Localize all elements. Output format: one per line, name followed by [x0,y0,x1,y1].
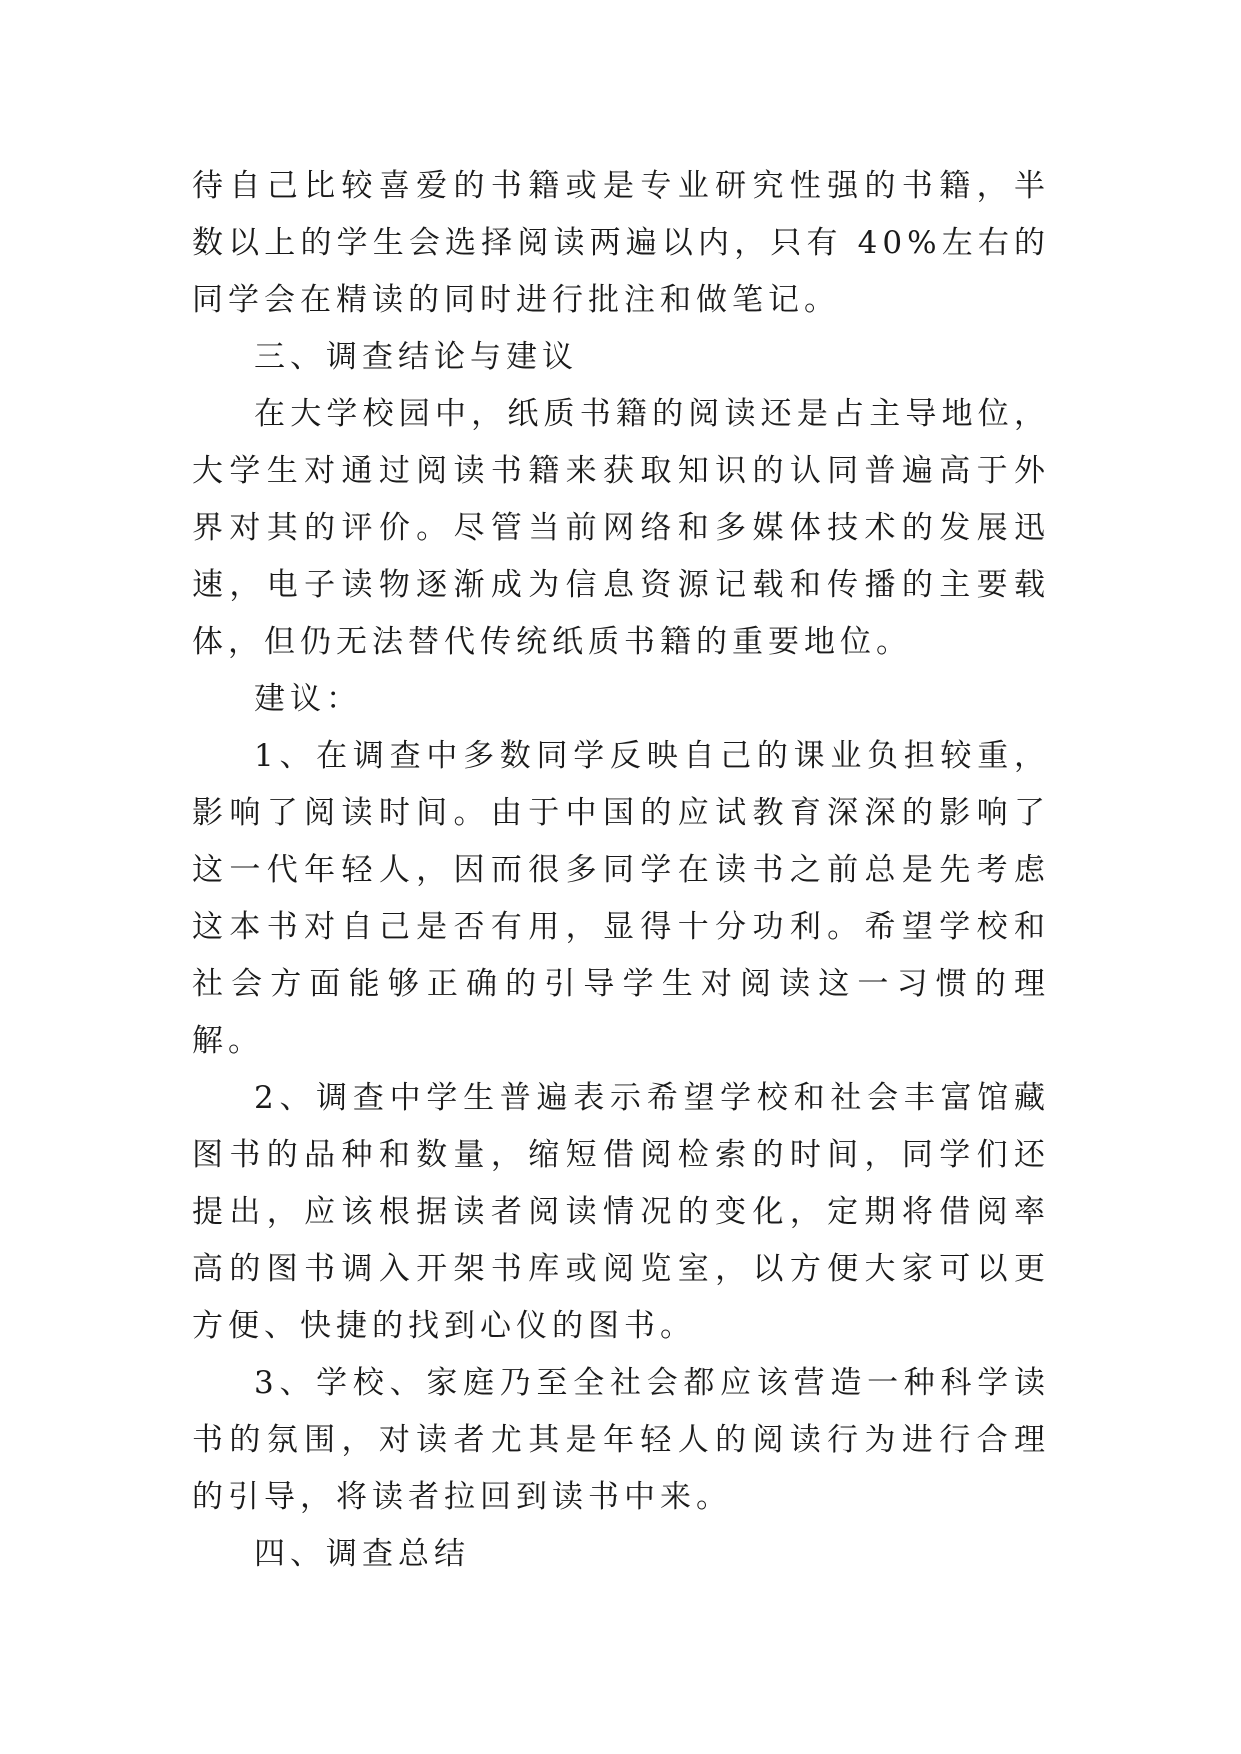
paragraph-continuation: 待自己比较喜爱的书籍或是专业研究性强的书籍，半数以上的学生会选择阅读两遍以内，只有 40%左右的同学会在精读的同时进行批注和做笔记。 [192,168,1050,318]
section-heading-summary: 四、调查总结 [254,1536,470,1572]
suggestion-item-1: 1、在调查中多数同学反映自己的课业负担较重，影响了阅读时间。由于中国的应试教育深深的影响了这一代年轻人，因而很多同学在读书之前总是先考虑这本书对自己是否有用，显得十分功利。希望学校和社会方面能够正确的引导学生对阅读这一习惯的理解。 [192,738,1050,1059]
subheading-suggestions: 建议： [254,681,362,717]
section-heading-conclusions: 三、调查结论与建议 [254,339,578,375]
suggestion-item-3: 3、学校、家庭乃至全社会都应该营造一种科学读书的氛围，对读者尤其是年轻人的阅读行为进行合理的引导，将读者拉回到读书中来。 [192,1365,1050,1515]
paragraph-conclusion: 在大学校园中，纸质书籍的阅读还是占主导地位，大学生对通过阅读书籍来获取知识的认同普遍高于外界对其的评价。尽管当前网络和多媒体技术的发展迅速，电子读物逐渐成为信息资源记载和传播的主要载体，但仍无法替代传统纸质书籍的重要地位。 [192,396,1050,660]
suggestion-item-2: 2、调查中学生普遍表示希望学校和社会丰富馆藏图书的品种和数量，缩短借阅检索的时间，同学们还提出，应该根据读者阅读情况的变化，定期将借阅率高的图书调入开架书库或阅览室，以方便大家可以更方便、快捷的找到心仪的图书。 [192,1080,1050,1344]
document-page [192,158,1050,1583]
